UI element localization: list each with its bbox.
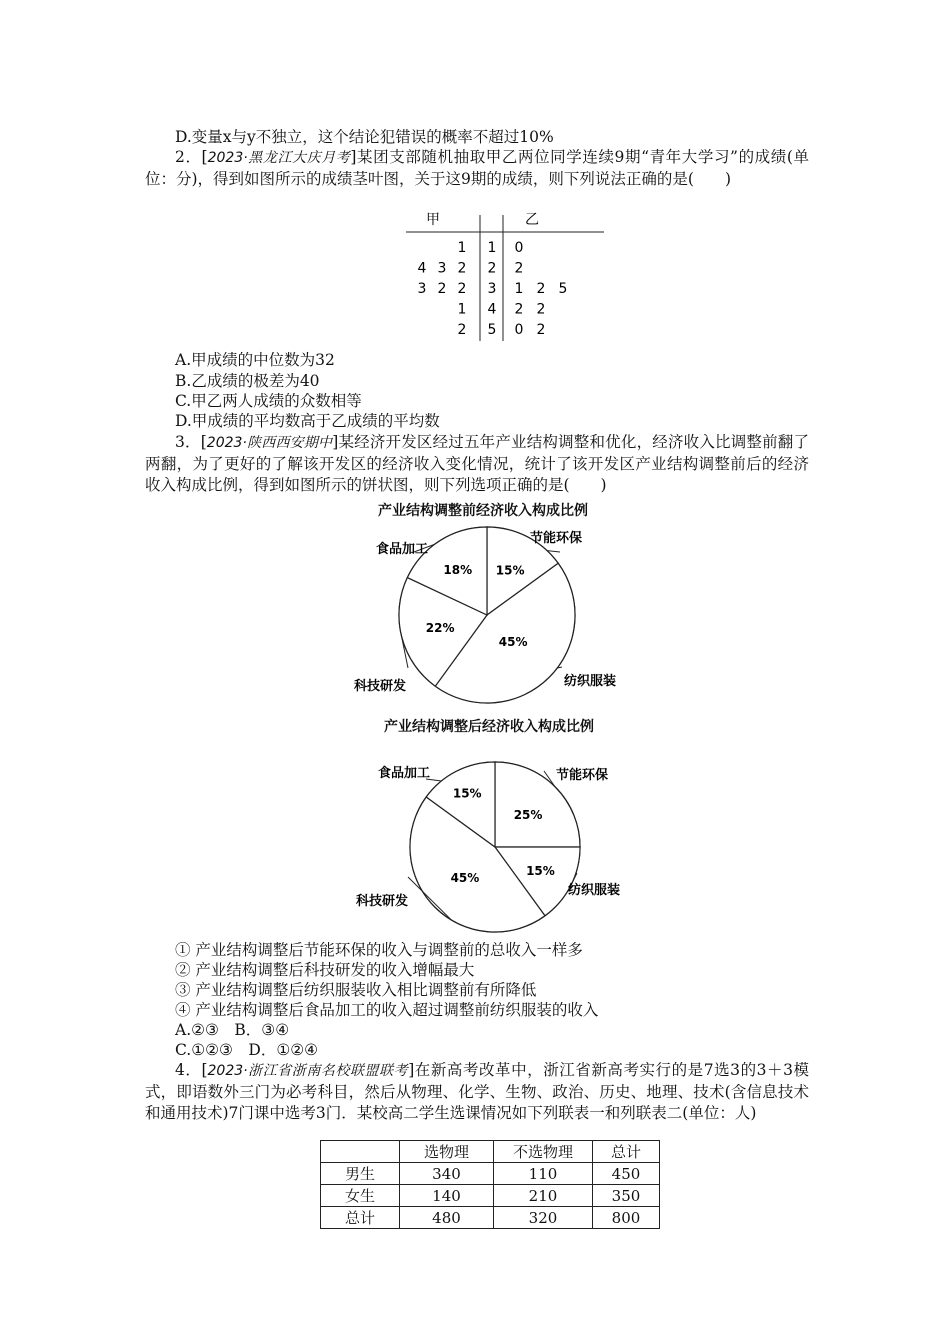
pie-category-label: 节能环保	[556, 768, 609, 783]
table-header-cell: 总计	[593, 1141, 660, 1163]
pie-category-label: 科技研发	[356, 894, 409, 909]
stemleaf-right-leaf: 2	[514, 260, 524, 277]
stemleaf-left-leaf: 4	[417, 260, 427, 277]
stemleaf-right-leaf: 0	[514, 322, 524, 338]
q1-option-d: D.变量x与y不独立，这个结论犯错误的概率不超过10%	[175, 128, 554, 146]
stemleaf-stem: 2	[487, 260, 497, 277]
pie-percent-label: 15%	[452, 786, 482, 801]
table-cell: 800	[593, 1207, 660, 1229]
stemleaf-right-leaf: 1	[514, 281, 524, 297]
table-row	[321, 1185, 660, 1207]
stemleaf-right-leaf: 2	[536, 322, 546, 338]
stemleaf-left-leaf: 3	[417, 281, 427, 297]
pie-category-label: 科技研发	[354, 679, 407, 694]
q2-option-b: B.乙成绩的极差为40	[175, 372, 320, 390]
stemleaf-stem: 4	[487, 301, 497, 318]
q3-text: ]某经济开发区经过五年产业结构调整和优化，经济收入比调整前翻了两翻，为了更好的了解该开发区的经济收入变化情况，统计了该开发区产业结构调整前后的经济收入构成比例，得到如图所示的饼状图，则下列选项正确的是( )	[145, 433, 809, 494]
pie-before-title: 产业结构调整前经济收入构成比例	[378, 503, 588, 519]
q2-option-a: A.甲成绩的中位数为32	[175, 351, 335, 369]
q3-statement-2: ② 产业结构调整后科技研发的收入增幅最大	[175, 961, 475, 979]
stemleaf-left-leaf: 2	[457, 260, 467, 277]
q3-statement-4: ④ 产业结构调整后食品加工的收入超过调整前纺织服装的收入	[175, 1001, 599, 1019]
stem-leaf-plot	[400, 205, 610, 345]
q4-stem-text	[145, 1060, 809, 1124]
pie-percent-label: 18%	[443, 562, 473, 577]
table-header-row	[321, 1141, 660, 1163]
table-row	[321, 1207, 660, 1229]
q3-options-ab: A.②③ B．③④	[175, 1021, 290, 1039]
q3-statement-1: ① 产业结构调整后节能环保的收入与调整前的总收入一样多	[175, 941, 583, 959]
table-cell: 340	[400, 1163, 494, 1185]
q4-source: 2023·浙江省浙南名校联盟联考	[207, 1063, 409, 1079]
stemleaf-stem: 3	[487, 281, 497, 297]
table-cell: 320	[494, 1207, 593, 1229]
stemleaf-right-leaf: 2	[536, 301, 546, 318]
q3-number: 3．[	[175, 433, 207, 451]
stemleaf-left-leaf: 2	[457, 322, 467, 338]
table-cell: 女生	[321, 1185, 400, 1207]
q2-stem-text	[145, 147, 809, 190]
pie-percent-label: 15%	[495, 563, 525, 578]
stemleaf-stem: 5	[487, 322, 497, 338]
pie-category-label: 食品加工	[376, 542, 429, 557]
pie-category-label: 节能环保	[529, 531, 583, 546]
pie-chart-before	[330, 520, 650, 710]
q2-source: 2023·黑龙江大庆月考	[207, 150, 351, 166]
q2-option-c: C.甲乙两人成绩的众数相等	[175, 392, 362, 410]
stemleaf-right-leaf: 5	[558, 281, 568, 297]
table-row	[321, 1163, 660, 1185]
pie-category-label: 纺织服装	[564, 674, 617, 689]
stemleaf-right-leaf: 2	[536, 281, 546, 297]
table-cell: 350	[593, 1185, 660, 1207]
pie-category-label: 纺织服装	[568, 883, 621, 898]
q3-source: 2023·陕西西安期中	[206, 435, 333, 451]
pie-category-label: 食品加工	[378, 766, 431, 781]
stemleaf-left-leaf: 3	[437, 260, 447, 277]
pie-percent-label: 22%	[425, 621, 455, 636]
stemleaf-head-left: 甲	[426, 212, 440, 228]
table-cell: 480	[400, 1207, 494, 1229]
q4-number: 4．[	[175, 1061, 208, 1079]
table-cell: 450	[593, 1163, 660, 1185]
table-header-cell: 选物理	[400, 1141, 494, 1163]
pie-percent-label: 45%	[450, 871, 480, 886]
stemleaf-right-leaf: 0	[514, 240, 524, 256]
table-cell: 110	[494, 1163, 593, 1185]
q2-option-d: D.甲成绩的平均数高于乙成绩的平均数	[175, 412, 440, 430]
table-cell: 140	[400, 1185, 494, 1207]
q4-text: ]在新高考改革中，浙江省新高考实行的是7选3的3＋3模式，即语数外三门为必考科目，然后从物理、化学、生物、政治、历史、地理、技术(含信息技术和通用技术)7门课中选考3门．某校高二学生选课情况如下列联表一和列联表二(单位：人)	[145, 1061, 809, 1122]
pie-percent-label: 25%	[513, 807, 543, 822]
q3-stem-text	[145, 432, 809, 496]
table-cell: 男生	[321, 1163, 400, 1185]
stemleaf-left-leaf: 1	[457, 240, 467, 256]
q3-statement-3: ③ 产业结构调整后纺织服装收入相比调整前有所降低	[175, 981, 537, 999]
stemleaf-left-leaf: 2	[437, 281, 447, 297]
stemleaf-head-right: 乙	[525, 212, 539, 228]
stemleaf-right-leaf: 2	[514, 301, 524, 318]
q2-number: 2．[	[175, 148, 208, 166]
contingency-table	[320, 1140, 660, 1229]
table-header-cell	[321, 1141, 400, 1163]
pie-percent-label: 15%	[526, 864, 555, 879]
table-cell: 总计	[321, 1207, 400, 1229]
stemleaf-left-leaf: 1	[457, 301, 467, 318]
stemleaf-stem: 1	[487, 240, 497, 256]
q3-options-cd: C.①②③ D．①②④	[175, 1041, 319, 1059]
pie-percent-label: 45%	[498, 635, 528, 650]
q2-text: ]某团支部随机抽取甲乙两位同学连续9期“青年大学习”的成绩(单位：分)，得到如图所示的成绩茎叶图，关于这9期的成绩，则下列说法正确的是( )	[145, 148, 809, 188]
table-cell: 210	[494, 1185, 593, 1207]
stemleaf-left-leaf: 2	[457, 281, 467, 297]
table-header-cell: 不选物理	[494, 1141, 593, 1163]
pie-after-title: 产业结构调整后经济收入构成比例	[384, 719, 594, 735]
pie-chart-after	[330, 750, 650, 935]
